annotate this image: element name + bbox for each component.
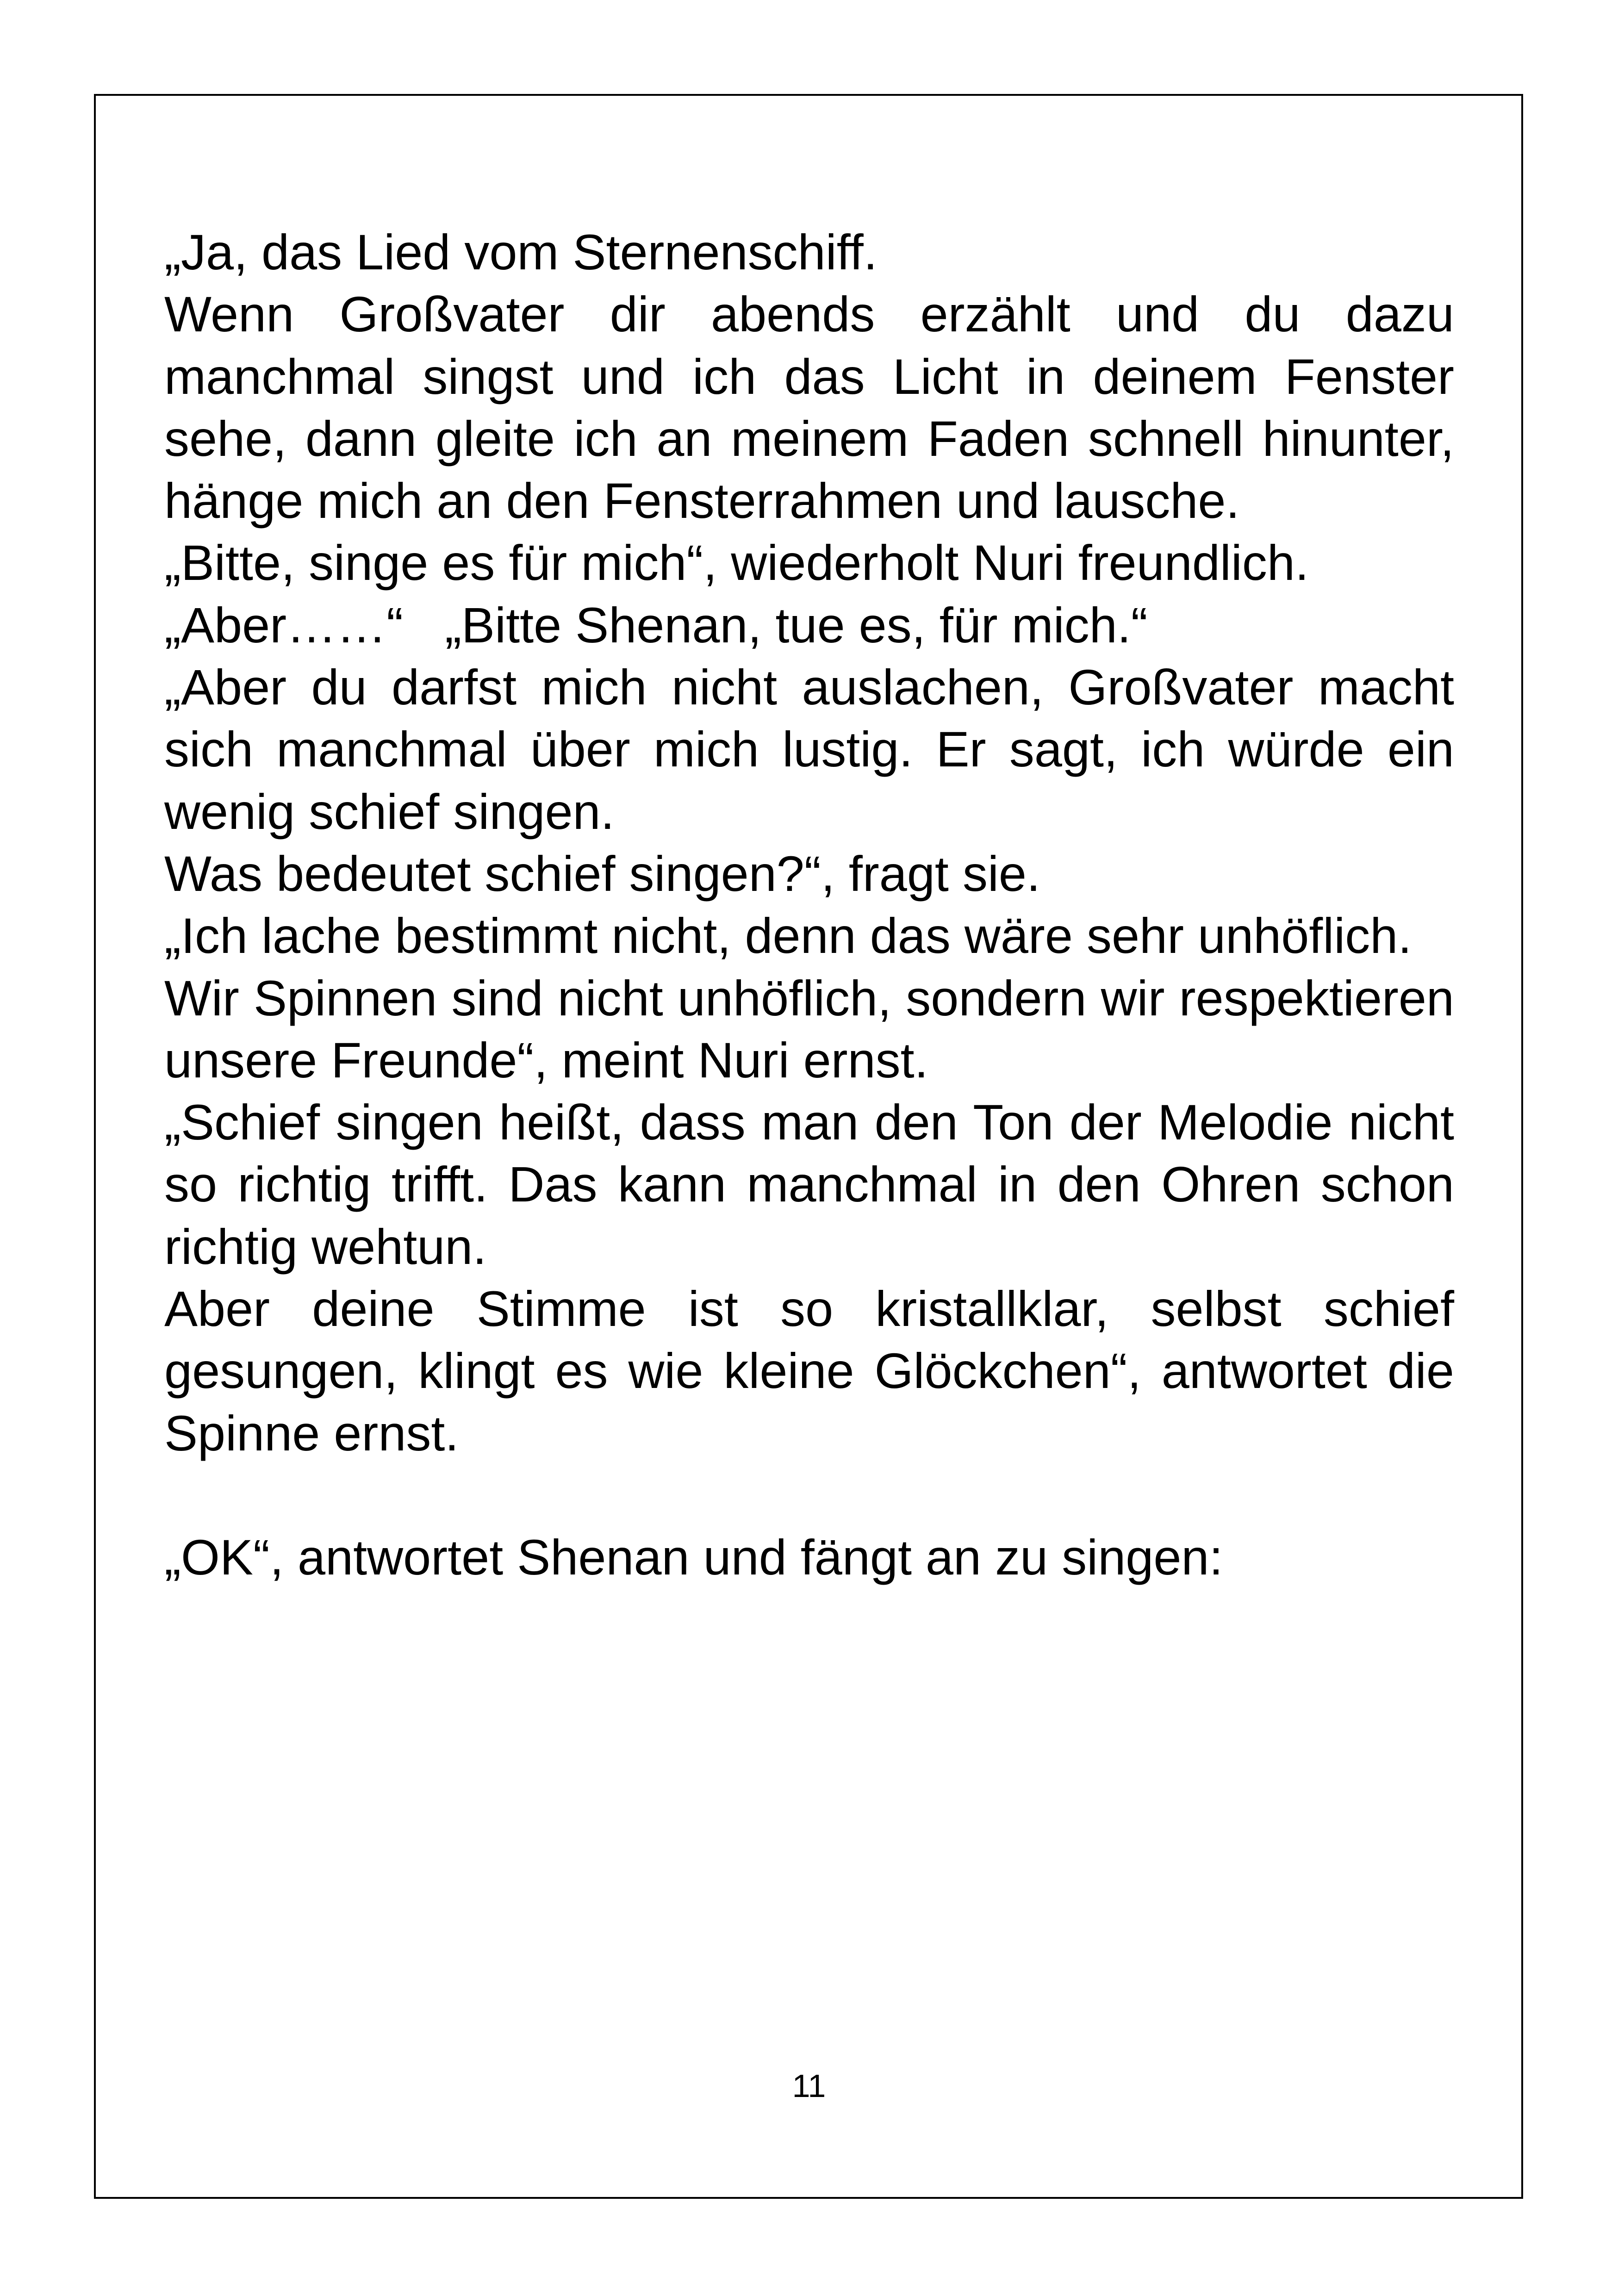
paragraph: Wenn Großvater dir abends erzählt und du dazu manchmal singst und ich das Licht in deinem Fenster sehe, dann gleite ich an meinem Faden schnell hinunter, hänge mich an den Fensterrahmen und lausche. xyxy=(164,286,1454,529)
paragraph: Aber deine Stimme ist so kristallklar, selbst schief gesungen, klingt es wie kleine Glöckchen“, antwortet die Spinne ernst. xyxy=(164,1281,1454,1461)
paragraph: „Schief singen heißt, dass man den Ton der Melodie nicht so richtig trifft. Das kann manchmal in den Ohren schon richtig wehtun. xyxy=(164,1094,1454,1275)
page-number: 11 xyxy=(792,2068,826,2104)
paragraph: Was bedeutet schief singen?“, fragt sie. xyxy=(164,845,1041,902)
paragraph: „Ja, das Lied vom Sternenschiff. xyxy=(164,224,877,280)
paragraph: „Aber du darfst mich nicht auslachen, Großvater macht sich manchmal über mich lustig. Er sagt, ich würde ein wenig schief singen. xyxy=(164,659,1454,840)
paragraph: „Ich lache bestimmt nicht, denn das wäre sehr unhöflich. xyxy=(164,908,1412,964)
story-text xyxy=(164,221,1454,1588)
paragraph: „Bitte, singe es für mich“, wiederholt Nuri freundlich. xyxy=(164,535,1309,591)
paragraph-gap xyxy=(164,1464,1454,1526)
paragraph: „Aber……“ „Bitte Shenan, tue es, für mich.“ xyxy=(164,597,1148,653)
paragraph: Wir Spinnen sind nicht unhöflich, sondern wir respektieren unsere Freunde“, meint Nuri ernst. xyxy=(164,970,1454,1088)
paragraph: „OK“, antwortet Shenan und fängt an zu singen: xyxy=(164,1529,1223,1585)
